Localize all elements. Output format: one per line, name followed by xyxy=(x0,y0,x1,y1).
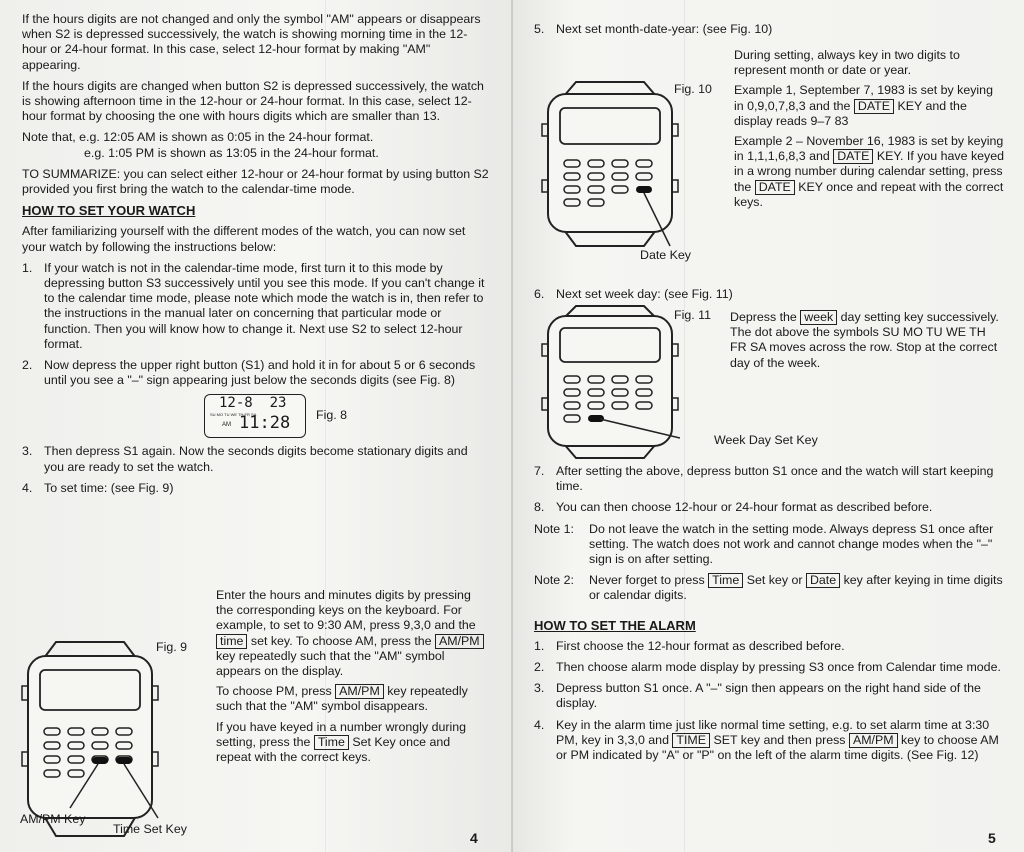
step-text: If your watch is not in the calendar-time mode, first turn it to this mode by depressing button S3 successively until you see this mode. If you can't change it to the calendar time mode, please note which mode the watch is in, then refer to the instructions in the manual later on concerning that particular mode or function. Then you will know how to change it. Next use S2 to select 12-hour format. xyxy=(44,260,485,351)
fig11-instructions xyxy=(730,310,1004,376)
text-run: Never forget to press xyxy=(589,573,705,588)
paragraph-am-check: If the hours digits are not changed and only the symbol "AM" appears or disappears when S2 is depressed successively, the watch is showing morning time in the 12-hour or 24-hour format. In this case, select 12-hour format by making "AM" appearing. xyxy=(22,12,481,72)
week-key-label: week xyxy=(800,310,837,325)
date-key-label: Date xyxy=(806,573,840,588)
step4-paragraph-3 xyxy=(216,720,488,766)
fig10-instructions xyxy=(734,48,1004,215)
intro-paragraph: After familiarizing yourself with the different modes of the watch, you can now set your watch by following the instructions below: xyxy=(22,224,466,254)
paper-crease-right xyxy=(684,0,685,852)
text-run: KEY. If you have keyed in a wrong number during calendar setting, press the xyxy=(734,149,1005,194)
time-key-label: TIME xyxy=(672,733,710,748)
note-text xyxy=(589,573,1004,603)
time-key-label: Time xyxy=(314,735,349,750)
watch-illustration-fig10 xyxy=(540,80,680,250)
step4-paragraph-2 xyxy=(216,684,488,714)
lcd-date: 12-8 23 xyxy=(219,395,287,412)
alarm-step-4 xyxy=(534,718,1004,764)
step-number: 8. xyxy=(534,500,545,515)
step-number: 6. xyxy=(534,287,545,301)
lcd-time: 11:28 xyxy=(239,413,291,434)
text-run: To choose PM, press xyxy=(216,684,332,699)
paper-crease-left xyxy=(325,0,326,852)
note-number: Note 1: xyxy=(534,521,574,536)
fig10-paragraph-3 xyxy=(734,134,1004,210)
step-text: You can then choose 12-hour or 24-hour format as described before. xyxy=(556,500,933,515)
step-text: After setting the above, depress button S1 once and the watch will start keeping time. xyxy=(556,464,994,494)
date-key-callout: Date Key xyxy=(640,248,691,262)
note-24h-examples xyxy=(22,130,490,160)
date-key-label: DATE xyxy=(854,99,894,114)
date-key-label: DATE xyxy=(755,180,795,195)
text-run: set key. To choose AM, press the xyxy=(250,633,432,648)
fig10-paragraph-2 xyxy=(734,83,1004,129)
step-text: Next set month-date-year: (see Fig. 10) xyxy=(556,22,773,36)
alarm-step-2 xyxy=(534,660,1004,675)
text-run: Depress the xyxy=(730,310,797,324)
text-run: Example 2 – November 16, 1983 is set by keying in 1,1,1,6,8,3 and xyxy=(734,134,1004,164)
center-fold xyxy=(511,0,513,852)
alarm-step-3 xyxy=(534,681,1004,711)
step-number: 4. xyxy=(534,717,545,732)
text-run: SET key and then press xyxy=(713,732,846,747)
time-key-label: time xyxy=(216,634,247,649)
text-run: KEY once and repeat with the correct keys. xyxy=(734,179,1004,209)
summary-paragraph: TO SUMMARIZE: you can select either 12-hour or 24-hour format by using button S2 provided you first bring the watch to the calendar-time mode. xyxy=(22,166,489,197)
step-4 xyxy=(22,481,490,496)
step-8 xyxy=(534,500,1004,515)
step-7 xyxy=(534,464,1004,494)
text-run: Example 1, September 7, 1983 is set by keying in 0,9,0,7,8,3 and the xyxy=(734,83,993,113)
page-number-right: 5 xyxy=(988,830,996,846)
text-run: key to choose AM or PM indicated by "A" or "P" on the left of the alarm time digits. (See Fig. 12) xyxy=(556,732,999,763)
step-6 xyxy=(534,287,1004,301)
step-2 xyxy=(22,358,490,388)
fig11-paragraph xyxy=(730,310,1004,371)
lcd-weekdays: SU MO TU WE TH FR SA xyxy=(210,412,257,418)
step-number: 4. xyxy=(22,480,33,495)
ampm-key-label: AM/PM xyxy=(435,634,484,649)
watch-illustration-fig9 xyxy=(20,640,160,840)
text-run: key repeatedly such that the "AM" symbol appears on the display. xyxy=(216,648,445,679)
note-number: Note 2: xyxy=(534,573,574,588)
week-day-set-key-callout: Week Day Set Key xyxy=(714,433,818,447)
fig9-label: Fig. 9 xyxy=(156,640,187,654)
text-run: Set Key once and repeat with the correct keys. xyxy=(216,734,451,765)
note-line-1: Note that, e.g. 12:05 AM is shown as 0:05 in the 24-hour format. xyxy=(22,130,374,145)
ampm-key-label: AM/PM xyxy=(849,733,898,748)
step-1 xyxy=(22,261,490,352)
step-text: Next set week day: (see Fig. 11) xyxy=(556,287,733,301)
step4-instructions xyxy=(216,588,488,770)
step-text: First choose the 12-hour format as described before. xyxy=(556,638,845,653)
fig10-label: Fig. 10 xyxy=(674,82,712,96)
step-number: 7. xyxy=(534,464,545,478)
time-key-label: Time xyxy=(708,573,743,588)
lcd-am: AM xyxy=(222,422,231,429)
step-text: Depress button S1 once. A "–" sign then appears on the right hand side of the display. xyxy=(556,681,981,711)
step-number: 2. xyxy=(22,358,33,373)
step-number: 1. xyxy=(22,260,33,275)
date-key-label: DATE xyxy=(833,149,873,164)
watch-illustration-fig11 xyxy=(540,304,680,462)
step-text: Then depress S1 again. Now the seconds digits become stationary digits and you are ready to set the watch. xyxy=(44,444,468,474)
page-number-left: 4 xyxy=(470,830,478,846)
lower-right-content xyxy=(534,464,1004,769)
note-1 xyxy=(534,522,1004,568)
text-run: key after keying in time digits or calendar digits. xyxy=(589,573,1003,603)
paragraph-pm-check: If the hours digits are changed when button S2 is depressed successively, the watch is showing afternoon time in the 12-hour or 24-hour format. In this case, select 12-hour format by choosing the one with hours digits which are smaller than 13. xyxy=(22,78,484,124)
step-number: 3. xyxy=(534,681,545,696)
text-run: day setting key successively. The dot above the symbols SU MO TU WE TH FR SA moves across the row. Stop at the correct day of the week. xyxy=(730,310,999,370)
fig8-display xyxy=(22,394,490,440)
ampm-key-label: AM/PM xyxy=(335,684,384,699)
text-run: Enter the hours and minutes digits by pressing the corresponding keys on the keyboard. For example, to set to 9:30 AM, press 9,3,0 and the xyxy=(216,588,476,633)
text-run: key repeatedly such that the "AM" symbol disappears. xyxy=(216,684,468,714)
step4-paragraph-1 xyxy=(216,588,488,679)
fig11-label: Fig. 11 xyxy=(674,308,711,322)
note-text: Do not leave the watch in the setting mode. Always depress S1 once after setting. The watch does not work and cannot change modes when the "–" sign is on after setting. xyxy=(589,521,994,567)
note-2 xyxy=(534,573,1004,603)
time-set-key-callout: Time Set Key xyxy=(113,822,187,836)
section-heading-set-alarm: HOW TO SET THE ALARM xyxy=(534,617,696,633)
step-text: To set time: (see Fig. 9) xyxy=(44,480,174,495)
section-heading-set-watch: HOW TO SET YOUR WATCH xyxy=(22,203,196,219)
fig8-label: Fig. 8 xyxy=(316,408,347,423)
text-run: Set key or xyxy=(746,573,803,588)
text-run: If you have keyed in a number wrongly during setting, press the xyxy=(216,719,467,749)
fig10-paragraph-1: During setting, always key in two digits to represent month or date or year. xyxy=(734,48,960,78)
text-run: Key in the alarm time just like normal time setting, e.g. to set alarm time at 3:30 PM, key in 3,3,0 and xyxy=(556,717,990,747)
step-text: Now depress the upper right button (S1) and hold it in for about 5 or 6 seconds until you see a "–" sign appearing just below the seconds digits (see Fig. 8) xyxy=(44,358,476,388)
step-text: Then choose alarm mode display by pressing S3 once from Calendar time mode. xyxy=(556,660,1001,675)
step-number: 3. xyxy=(22,444,33,459)
step-5 xyxy=(534,22,1004,37)
text-run: KEY and the display reads 9–7 83 xyxy=(734,98,967,128)
lcd-display xyxy=(204,394,306,438)
step-number: 5. xyxy=(534,22,545,36)
ampm-key-callout: AM/PM Key xyxy=(20,812,86,826)
step-3 xyxy=(22,444,490,474)
note-line-2: e.g. 1:05 PM is shown as 13:05 in the 24-hour format. xyxy=(84,145,379,160)
step-number: 1. xyxy=(534,638,545,653)
step-text xyxy=(556,718,1004,764)
step-number: 2. xyxy=(534,660,545,675)
alarm-step-1 xyxy=(534,639,1004,654)
